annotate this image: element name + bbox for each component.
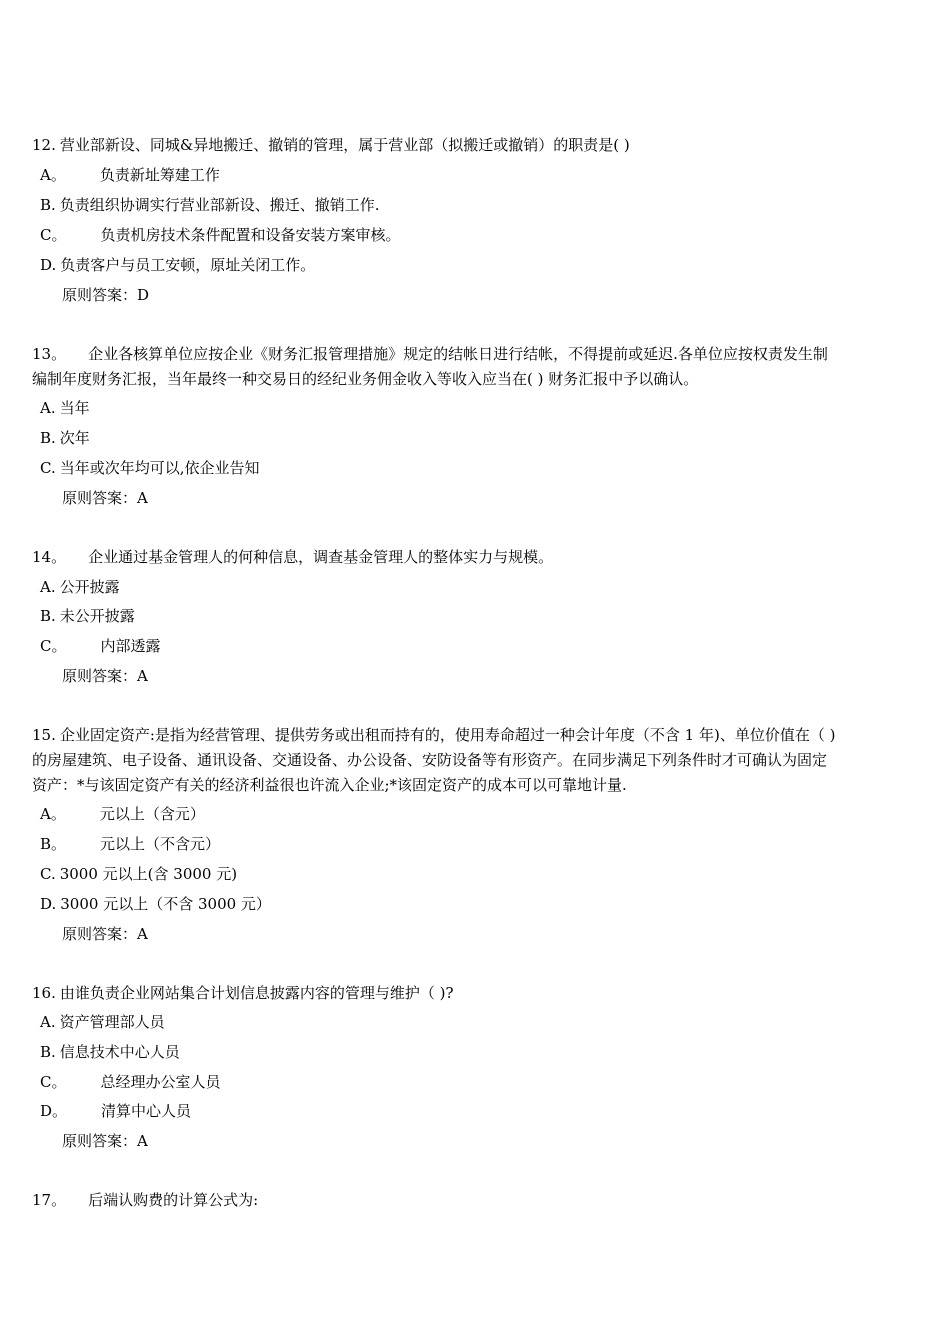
question-13-text [32,344,828,364]
option-label: B. [40,1043,56,1061]
question-17-text [32,1190,258,1210]
question-13-option-c [40,458,260,478]
question-15-option-a [40,804,205,824]
option-label: C。 [40,637,67,655]
question-16-option-a [40,1012,165,1032]
question-line: 后端认购费的计算公式为: [88,1191,259,1209]
option-label: B。 [40,835,67,853]
question-number: 16. [32,984,56,1002]
question-line: 营业部新设、同城&异地搬迁、撤销的管理，属于营业部（拟搬迁或撤销）的职责是( ) [59,136,630,154]
question-13-answer: 原则答案：A [62,489,148,507]
question-12-option-d [40,255,315,275]
question-16-option-d [40,1101,191,1121]
option-text: 3000 元以上（不含 3000 元） [60,895,271,913]
option-label: B. [40,196,56,214]
question-16-option-b [40,1042,180,1062]
question-number: 15. [32,726,56,744]
question-line: 企业通过基金管理人的何种信息，调查基金管理人的整体实力与规模。 [88,548,554,566]
question-number: 17。 [32,1191,67,1209]
option-text: 负责客户与员工安顿，原址关闭工作。 [60,256,316,274]
question-number: 14。 [32,548,67,566]
option-text: 元以上（不含元） [100,835,221,853]
option-text: 资产管理部人员 [59,1013,165,1031]
question-12-answer: 原则答案：D [62,286,150,304]
option-label: C。 [40,226,67,244]
question-number: 13。 [32,345,67,363]
question-14-option-a [40,577,120,597]
question-12-option-a [40,165,220,185]
question-13-option-b [40,428,90,448]
option-text: 元以上（含元） [99,805,205,823]
option-label: B. [40,429,56,447]
option-text: 负责机房技术条件配置和设备安装方案审核。 [100,226,401,244]
question-16-answer: 原则答案：A [62,1132,148,1150]
question-12-option-b [40,195,380,215]
question-14-text [32,547,553,567]
question-16-text [32,983,454,1003]
option-label: A. [40,399,56,417]
option-text: 次年 [59,429,90,447]
question-15-text [32,725,835,745]
option-label: D. [40,256,57,274]
question-15-answer: 原则答案：A [62,925,148,943]
option-text: 未公开披露 [59,607,135,625]
option-text: 负责组织协调实行营业部新设、搬迁、撤销工作. [59,196,380,214]
option-text: 当年 [59,399,90,417]
question-number: 12. [32,136,56,154]
option-label: C. [40,865,56,883]
option-label: C. [40,459,56,477]
option-text: 总经理办公室人员 [100,1073,221,1091]
question-15-text-cont-1: 的房屋建筑、电子设备、通讯设备、交通设备、办公设备、安防设备等有形资产。在同步满足下列条件时才可确认为固定 [32,751,828,769]
question-15-option-b [40,834,220,854]
option-text: 3000 元以上(含 3000 元) [59,865,238,883]
question-14-option-b [40,606,135,626]
option-label: D. [40,895,57,913]
question-13-option-a [40,398,90,418]
question-16-option-c [40,1072,221,1092]
question-12-text [32,135,630,155]
question-14-answer: 原则答案：A [62,667,148,685]
question-14-option-c [40,636,161,656]
option-text: 清算中心人员 [101,1102,192,1120]
option-label: D。 [40,1102,68,1120]
option-text: 负责新址筹建工作 [99,166,220,184]
option-text: 当年或次年均可以,依企业告知 [59,459,260,477]
option-label: C。 [40,1073,67,1091]
question-15-option-d [40,894,271,914]
option-text: 信息技术中心人员 [59,1043,180,1061]
question-line: 企业固定资产:是指为经营管理、提供劳务或出租而持有的，使用寿命超过一种会计年度（不含 1 年)、单位价值在（ ) [59,726,836,744]
question-15-text-cont-2: 资产：*与该固定资产有关的经济利益很也许流入企业;*该固定资产的成本可以可靠地计量. [32,776,627,794]
question-line: 由谁负责企业网站集合计划信息披露内容的管理与维护（ )? [59,984,454,1002]
option-label: A. [40,1013,56,1031]
question-line: 企业各核算单位应按企业《财务汇报管理措施》规定的结帐日进行结帐，不得提前或延迟.各单位应按权责发生制 [88,345,828,363]
question-15-option-c [40,864,237,884]
question-12-option-c [40,225,401,245]
question-13-text-cont: 编制年度财务汇报，当年最终一种交易日的经纪业务佣金收入等收入应当在( ) 财务汇报中予以确认。 [32,370,699,388]
option-text: 公开披露 [59,578,120,596]
option-label: B. [40,607,56,625]
option-text: 内部透露 [100,637,161,655]
option-label: A. [40,578,56,596]
option-label: A。 [40,805,66,823]
option-label: A。 [40,166,66,184]
